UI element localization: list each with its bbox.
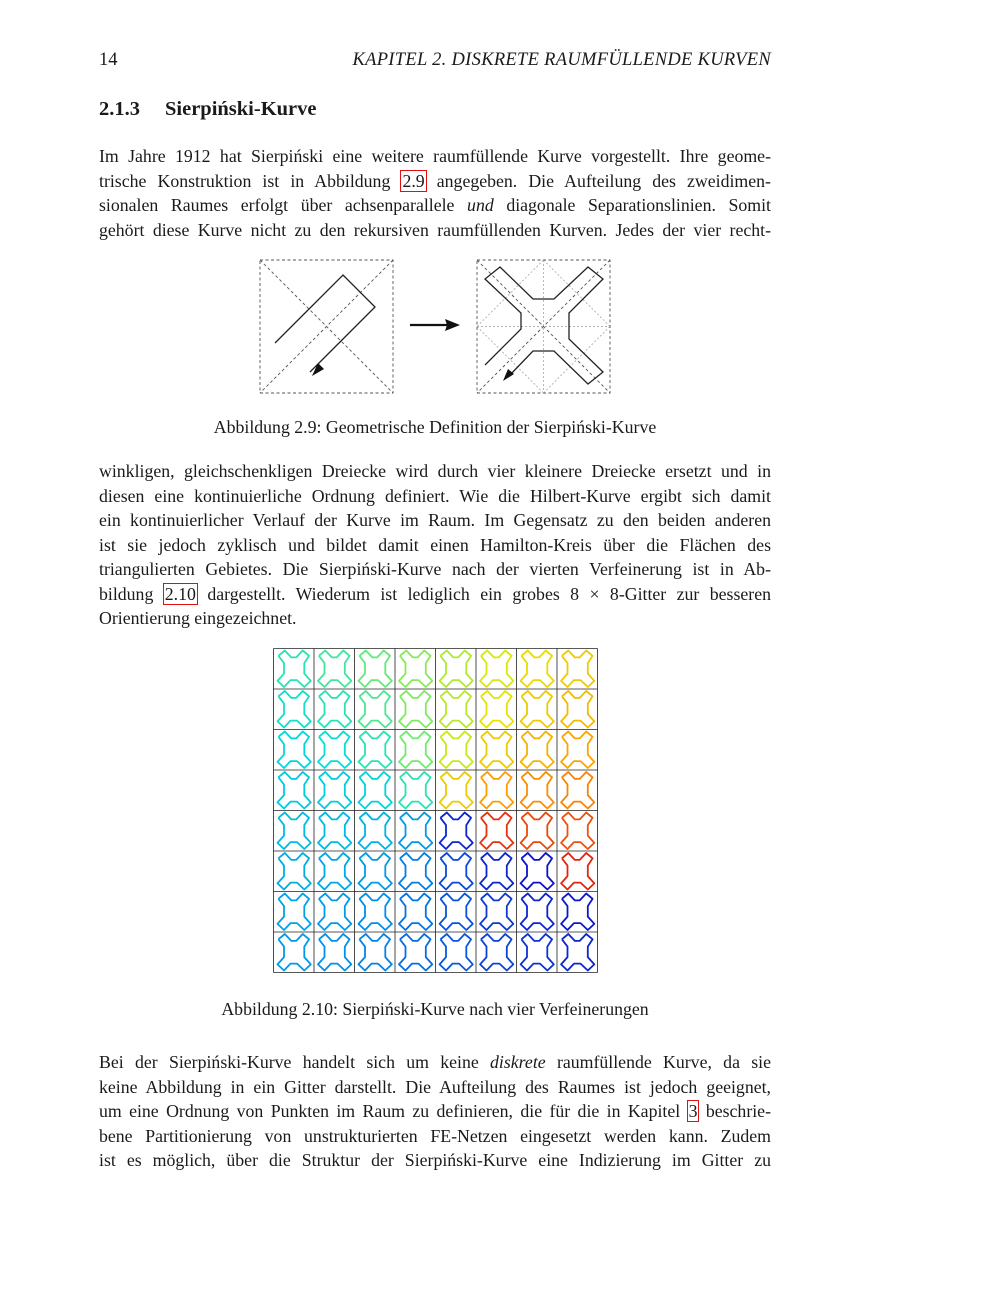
curve-segment [480,894,513,931]
curve-segment [399,691,432,728]
curve-segment [399,894,432,931]
curve-segment [440,691,473,728]
text-span: dargestellt. Wiederum ist lediglich ein grobes 8 × 8-Gitter zur besseren [207,583,771,604]
text-span: Bei der Sierpiński-Kurve handelt sich um keine [99,1052,479,1072]
curve-segment [278,691,311,728]
curve-segment [399,732,432,769]
chapter-reference-link[interactable]: 3 [688,1101,698,1121]
curve-segment [521,732,554,769]
text-line: winkligen, gleichschenkligen Dreiecke wird durch vier kleinere Dreiecke ersetzt und in [99,461,771,481]
figure-reference-link[interactable]: 2.10 [164,583,196,604]
figure-sierpinski-grid [273,648,598,973]
curve-segment [561,813,594,850]
curve-segment [318,853,351,890]
curve-segment [318,813,351,850]
curve-segment [359,934,392,971]
paragraph-discussion [99,1050,771,1173]
curve-segment [561,691,594,728]
curve-segment [521,813,554,850]
section-heading [99,98,317,121]
text-span: angegeben. Die Aufteilung des zweidimen- [436,170,771,191]
text-line: ein kontinuierlicher Verlauf der Kurve im Raum. Im Gegensatz zu den beiden anderen [99,510,771,530]
figure-caption: Abbildung 2.10: Sierpiński-Kurve nach vier Verfeinerungen [221,999,649,1019]
text-line [99,1050,771,1075]
text-span: beschrie- [705,1101,771,1121]
curve-segment [480,732,513,769]
text-line: gehört diese Kurve nicht zu den rekursiven raumfüllenden Kurven. Jedes der vier recht- [99,219,771,240]
curve-segment [278,732,311,769]
curve-segment [318,894,351,931]
curve-segment [278,772,311,809]
paragraph-description [99,459,771,631]
text-span: trische Konstruktion ist in Abbildung [99,170,391,191]
text-line: diesen eine kontinuierliche Ordnung definiert. Wie die Hilbert-Kurve ergibt sich damit [99,485,771,506]
curve-segment [318,732,351,769]
curve-segment [561,732,594,769]
curve-segment [440,853,473,890]
curve-segment [480,651,513,688]
curve-segment [561,894,594,931]
arrow-head-icon [503,369,514,381]
curve-segment [521,651,554,688]
curve-segment [399,651,432,688]
curve-segment [399,772,432,809]
curve-segment [480,772,513,809]
triangle-square-left [260,260,393,393]
figure-reference-link[interactable]: 2.9 [402,170,425,191]
text-span: raumfüllende Kurve, da sie [556,1052,771,1072]
curve-segment [480,691,513,728]
curve-segment [521,894,554,931]
page-number: 14 [99,50,118,70]
text-line [99,193,771,218]
curve-segment [278,813,311,850]
curve-segment [359,772,392,809]
text-line: bene Partitionierung von unstrukturierten FE-Netzen eingesetzt werden kann. Zudem [99,1125,771,1146]
running-header [99,50,771,74]
text-line [99,1099,771,1124]
chapter-title: KAPITEL 2. DISKRETE RAUMFÜLLENDE KURVEN [352,50,771,70]
curve-segment [561,651,594,688]
text-span: sionalen Raumes erfolgt über achsenparallele [99,195,455,215]
curve-segment [440,651,473,688]
grid-8x8 [274,649,598,973]
curve-segment [480,813,513,850]
curve-segment [278,934,311,971]
text-line: ist sie jedoch zyklisch und bildet damit einen Hamilton-Kreis über die Flächen des [99,534,771,555]
curve-segment [359,894,392,931]
curve-segment [440,934,473,971]
curve-segment [561,934,594,971]
curve-segment [440,772,473,809]
text-line [99,169,771,194]
text-line: keine Abbildung in ein Gitter darstellt. Die Aufteilung des Raumes ist jedoch geeignet, [99,1076,771,1097]
curve-segment [318,691,351,728]
curve-left [275,275,375,372]
arrow-right-icon [410,319,460,331]
figure-caption: Abbildung 2.9: Geometrische Definition der Sierpiński-Kurve [213,417,657,437]
text-line: ist es möglich, über die Struktur der Sierpiński-Kurve eine Indizierung im Gitter zu [99,1150,771,1170]
emphasis: und [467,195,494,215]
curve-segment [521,934,554,971]
curve-segment [440,894,473,931]
curve-segment [561,853,594,890]
emphasis: diskrete [490,1052,546,1072]
curve-segment [278,853,311,890]
curve-segment [359,813,392,850]
curve-segment [480,853,513,890]
section-number: 2.1.3 [99,98,140,120]
curve-segment [278,651,311,688]
paragraph-intro [99,144,771,242]
text-span: bildung [99,583,154,604]
curve-segment [480,934,513,971]
curve-segment [359,732,392,769]
curve-segment [561,772,594,809]
text-line: Orientierung eingezeichnet. [99,608,297,628]
curve-segment [521,691,554,728]
section-title: Sierpiński-Kurve [165,98,317,120]
curve-segment [521,772,554,809]
text-span: um eine Ordnung von Punkten im Raum zu definieren, die für die in Kapitel [99,1101,681,1121]
text-span: diagonale Separationslinien. Somit [506,195,771,215]
figure-sierpinski-construction [255,255,620,397]
curve-segment [278,894,311,931]
curve-segment [359,853,392,890]
text-line [99,582,771,607]
curve-segment [359,651,392,688]
curve-segment [318,772,351,809]
curve-segment [359,691,392,728]
curve-segment [440,813,473,850]
text-line: triangulierten Gebietes. Die Sierpiński-Kurve nach der vierten Verfeinerung ist in Ab- [99,559,771,579]
curve-segment [521,853,554,890]
curve-segment [399,813,432,850]
curve-segment [440,732,473,769]
text-line: Im Jahre 1912 hat Sierpiński eine weitere raumfüllende Kurve vorgestellt. Ihre geome- [99,146,771,166]
curve-segment [318,651,351,688]
curve-segment [399,853,432,890]
curve-segment [399,934,432,971]
arrow-head-icon [312,363,324,376]
curve-segment [318,934,351,971]
